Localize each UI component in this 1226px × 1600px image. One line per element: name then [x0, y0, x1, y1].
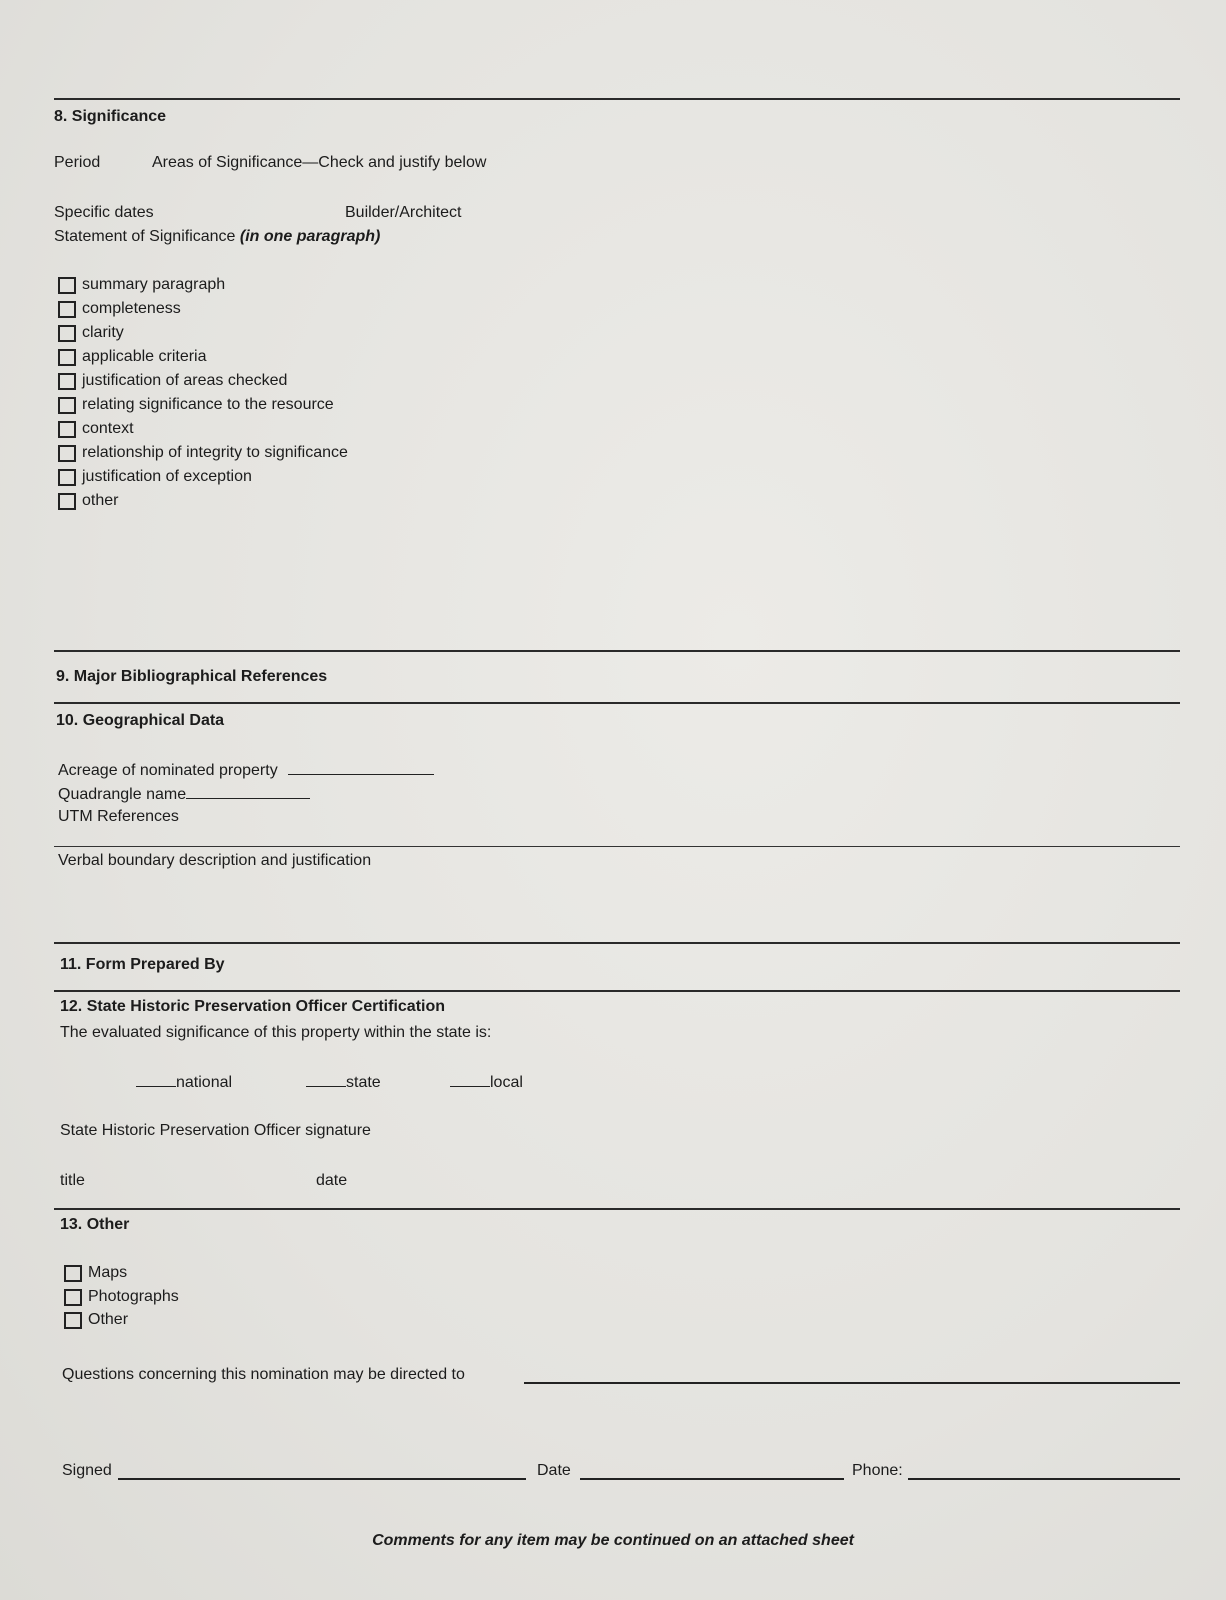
signed-date-input[interactable] [580, 1478, 844, 1480]
checklist-label: justification of areas checked [82, 372, 288, 389]
checkbox[interactable] [64, 1312, 82, 1329]
checklist-label: justification of exception [82, 468, 252, 485]
checklist-item [58, 372, 287, 390]
verbal-boundary-label: Verbal boundary description and justification [58, 852, 372, 869]
section-11-heading: 11. Form Prepared By [60, 956, 225, 973]
checklist-label: other [82, 492, 119, 509]
other-item-label: Other [88, 1311, 129, 1328]
checklist-item [58, 324, 124, 342]
signed-date-label: Date [537, 1462, 571, 1479]
other-item-label: Maps [88, 1264, 128, 1281]
checkbox[interactable] [58, 421, 76, 438]
checkbox[interactable] [58, 325, 76, 342]
checklist-label: relationship of integrity to significance [82, 444, 348, 461]
period-label: Period [54, 154, 101, 171]
checkbox[interactable] [58, 493, 76, 510]
quadrangle-field [58, 784, 310, 804]
checklist-item [58, 300, 181, 318]
section-divider [54, 650, 1180, 652]
checkbox[interactable] [64, 1265, 82, 1282]
checklist-item [58, 420, 134, 438]
other-item [64, 1288, 179, 1306]
phone-label: Phone: [852, 1462, 903, 1479]
checkbox[interactable] [58, 445, 76, 462]
footer-note: Comments for any item may be continued on an attached sheet [372, 1532, 854, 1549]
level-national-option [136, 1072, 232, 1092]
level-local-option [450, 1072, 523, 1092]
section-9-heading: 9. Major Bibliographical References [56, 668, 328, 685]
checklist-label: summary paragraph [82, 276, 226, 293]
checklist-label: completeness [82, 300, 181, 317]
checkbox[interactable] [58, 349, 76, 366]
section-divider [54, 942, 1180, 944]
checklist-item [58, 348, 207, 366]
section-10-heading: 10. Geographical Data [56, 712, 225, 729]
checkbox[interactable] [58, 373, 76, 390]
acreage-field [58, 760, 434, 780]
other-item [64, 1264, 127, 1282]
checklist-label: applicable criteria [82, 348, 207, 365]
level-label: local [490, 1074, 523, 1091]
section-12-heading: 12. State Historic Preservation Officer Certification [60, 998, 446, 1015]
level-label: national [176, 1074, 233, 1091]
signed-input[interactable] [118, 1478, 526, 1480]
checkbox[interactable] [58, 397, 76, 414]
checklist-item [58, 468, 252, 486]
checklist-label: relating significance to the resource [82, 396, 334, 413]
quadrangle-label: Quadrangle name [58, 786, 187, 803]
quadrangle-input[interactable] [186, 784, 310, 799]
checklist-item [58, 444, 348, 462]
section-divider [54, 1208, 1180, 1210]
questions-label: Questions concerning this nomination may be directed to [62, 1366, 465, 1383]
statement-note: (in one paragraph) [239, 228, 381, 245]
section-13-heading: 13. Other [60, 1216, 130, 1233]
section-divider [54, 98, 1180, 100]
checklist-item [58, 276, 225, 294]
level-state-option [306, 1072, 381, 1092]
other-item [64, 1311, 128, 1329]
utm-references-label: UTM References [58, 808, 179, 825]
checkbox[interactable] [64, 1289, 82, 1306]
section-8-heading: 8. Significance [54, 108, 167, 125]
phone-input[interactable] [908, 1478, 1180, 1480]
checkbox[interactable] [58, 469, 76, 486]
checkbox[interactable] [58, 277, 76, 294]
checklist-item [58, 492, 118, 510]
section-divider [54, 990, 1180, 992]
builder-architect-label: Builder/Architect [345, 204, 462, 221]
section-divider [54, 702, 1180, 704]
shpo-signature-label: State Historic Preservation Officer signature [60, 1122, 371, 1139]
level-label: state [346, 1074, 381, 1091]
checklist-item [58, 396, 334, 414]
level-blank-input[interactable] [136, 1072, 176, 1087]
other-item-label: Photographs [88, 1288, 179, 1305]
checkbox[interactable] [58, 301, 76, 318]
date-label: date [316, 1172, 348, 1189]
acreage-input[interactable] [288, 760, 434, 775]
level-blank-input[interactable] [450, 1072, 490, 1087]
checklist-label: context [82, 420, 134, 437]
field-divider [54, 846, 1180, 847]
title-label: title [60, 1172, 85, 1189]
areas-of-significance-label: Areas of Significance—Check and justify below [152, 154, 487, 171]
checklist-label: clarity [82, 324, 124, 341]
statement-label-text: Statement of Significance [54, 228, 236, 245]
level-blank-input[interactable] [306, 1072, 346, 1087]
statement-of-significance-label [54, 228, 380, 246]
signed-label: Signed [62, 1462, 112, 1479]
significance-statement: The evaluated significance of this property within the state is: [60, 1024, 492, 1041]
acreage-label: Acreage of nominated property [58, 762, 278, 779]
questions-input[interactable] [524, 1382, 1180, 1384]
specific-dates-label: Specific dates [54, 204, 154, 221]
